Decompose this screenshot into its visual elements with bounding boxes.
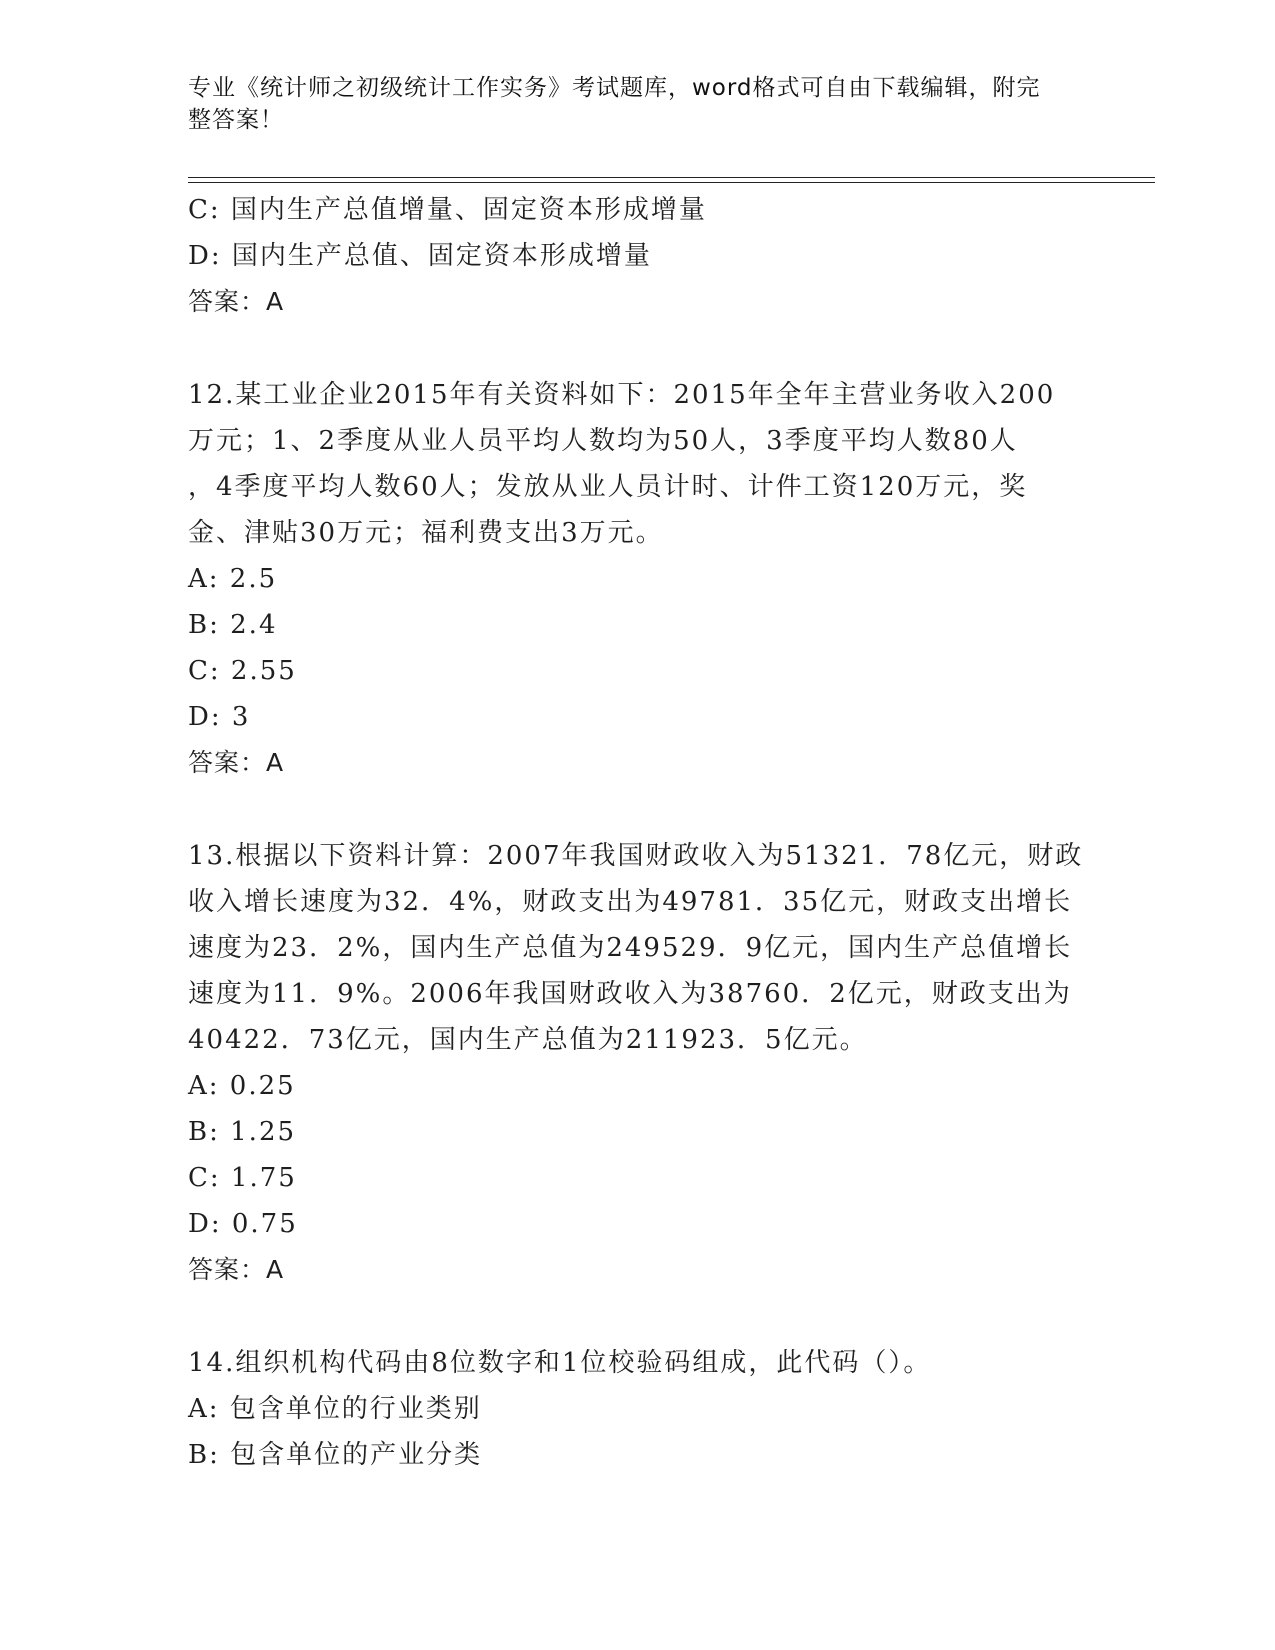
q13-stem-line-3: 速度为23．2%，国内生产总值为249529．9亿元，国内生产总值增长 [188, 933, 1073, 963]
q13-option-d: D: 0.75 [188, 1209, 298, 1239]
question-12 [188, 372, 1088, 786]
q12-stem-line-2: 万元；1、2季度从业人员平均人数均为50人，3季度平均人数80人 [188, 426, 1018, 456]
q12-option-b: B: 2.4 [188, 610, 278, 640]
q12-stem-line-4: 金、津贴30万元；福利费支出3万元。 [188, 518, 664, 548]
q14-option-b: B: 包含单位的产业分类 [188, 1440, 483, 1470]
spacer [188, 325, 1088, 372]
q13-answer: 答案：A [188, 1255, 285, 1284]
spacer [188, 786, 1088, 833]
q13-option-a: A: 0.25 [188, 1071, 296, 1101]
question-11 [188, 187, 1088, 325]
q12-option-a: A: 2.5 [188, 564, 278, 594]
q12-option-c: C: 2.55 [188, 656, 297, 686]
q11-option-c: C: 国内生产总值增量、固定资本形成增量 [188, 195, 707, 225]
q13-stem-line-1: 13.根据以下资料计算：2007年我国财政收入为51321．78亿元，财政 [188, 841, 1084, 871]
header-rule-top [188, 177, 1155, 178]
q13-option-b: B: 1.25 [188, 1117, 297, 1147]
q13-stem-line-2: 收入增长速度为32．4%，财政支出为49781．35亿元，财政支出增长 [188, 887, 1073, 917]
header-line-1: 专业《统计师之初级统计工作实务》考试题库，word格式可自由下载编辑，附完 [188, 75, 1041, 101]
q12-stem-line-3: ，4季度平均人数60人；发放从业人员计时、计件工资120万元，奖 [188, 472, 1028, 502]
q12-stem-line-1: 12.某工业企业2015年有关资料如下：2015年全年主营业务收入200 [188, 380, 1056, 410]
q13-option-c: C: 1.75 [188, 1163, 297, 1193]
q14-option-a: A: 包含单位的行业类别 [188, 1394, 482, 1424]
question-13 [188, 833, 1088, 1293]
document-body [188, 187, 1088, 1478]
q12-answer: 答案：A [188, 748, 285, 777]
q13-stem-line-4: 速度为11．9%。2006年我国财政收入为38760．2亿元，财政支出为 [188, 979, 1072, 1009]
question-14 [188, 1340, 1088, 1478]
q14-stem-line-1: 14.组织机构代码由8位数字和1位校验码组成，此代码（）。 [188, 1348, 932, 1378]
q11-option-d: D: 国内生产总值、固定资本形成增量 [188, 241, 652, 271]
q13-stem-line-5: 40422．73亿元，国内生产总值为211923．5亿元。 [188, 1025, 868, 1055]
page-header [188, 72, 1068, 136]
spacer [188, 1293, 1088, 1340]
header-rule-bottom [188, 182, 1155, 183]
q11-answer: 答案：A [188, 287, 285, 316]
q12-option-d: D: 3 [188, 702, 251, 732]
header-line-2: 整答案！ [188, 107, 284, 133]
